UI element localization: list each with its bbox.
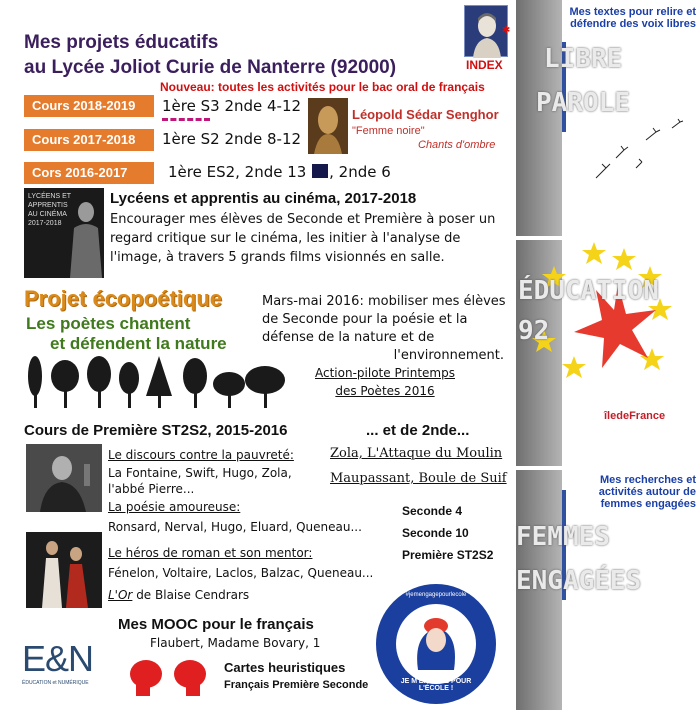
engagement-badge[interactable]: [374, 582, 498, 706]
topic-hero-text: Fénelon, Voltaire, Laclos, Balzac, Queneau...: [108, 566, 374, 580]
eco-subtitle-line2: et défendent la nature: [50, 334, 227, 353]
cartes-title[interactable]: Cartes heuristiques: [224, 660, 346, 675]
senghor-name[interactable]: Léopold Sédar Senghor: [352, 107, 499, 122]
dandelion-seeds-icon: [576, 118, 696, 188]
eco-description-line1: Mars-mai 2016: mobiliser mes élèves: [262, 294, 506, 309]
page-title-line1: Mes projets éducatifs: [24, 32, 219, 53]
libre-line1: LIBRE: [544, 44, 623, 74]
senghor-sculpture-image[interactable]: [308, 98, 348, 154]
cinema-title[interactable]: Lycéens et apprentis au cinéma, 2017-2018: [110, 190, 417, 207]
class-seconde-10[interactable]: Seconde 10: [402, 526, 469, 540]
eco-subtitle-line1: Les poètes chantent: [26, 314, 191, 333]
course-tab-2017[interactable]: Cours 2017-2018: [24, 129, 154, 151]
en-logo-text: E&N: [22, 638, 94, 679]
edu-line2: 92: [518, 316, 550, 346]
femmes-line2: ENGAGÉES: [516, 566, 642, 596]
senghor-book: Chants d'ombre: [418, 139, 496, 151]
libre-line2: PAROLE: [536, 88, 630, 118]
libre-bar-light: [516, 0, 562, 236]
index-link[interactable]: [462, 5, 512, 73]
index-label: INDEX: [466, 58, 503, 72]
eco-title[interactable]: Projet écopoétique: [24, 286, 223, 311]
or-rest: de Blaise Cendrars: [132, 588, 250, 602]
dashed-underline: [162, 118, 210, 121]
course-text-2016-b: , 2nde 6: [329, 163, 391, 181]
topic-hero-title[interactable]: Le héros de roman et son mentor:: [108, 546, 313, 560]
idf-logo: îledeFrance: [604, 410, 666, 422]
page-title: [24, 30, 454, 80]
premiere-heading: Cours de Première ST2S2, 2015-2016: [24, 422, 288, 439]
starry-icon: [312, 164, 328, 178]
femmes-line1: FEMMES: [516, 522, 610, 552]
badge-ring-text: JE M'ENGAGE POUR L'ÉCOLE !: [400, 678, 472, 692]
course-text-2018[interactable]: 1ère S3 2nde 4-12: [162, 97, 302, 115]
cinema-poster-image[interactable]: [24, 188, 104, 278]
course-text-2016[interactable]: [168, 163, 391, 181]
sidebar-femmes-engagees[interactable]: [516, 470, 700, 710]
eco-description-line2: de Seconde pour la poésie et la: [262, 312, 468, 327]
topic-poverty-title[interactable]: Le discours contre la pauvreté:: [108, 448, 294, 462]
index-star-icon: ✱: [502, 25, 511, 36]
news-link[interactable]: Nouveau: toutes les activités pour le bac oral de français: [160, 80, 485, 94]
zola-link[interactable]: Zola, L'Attaque du Moulin: [330, 446, 503, 461]
eco-action-line2: des Poètes 2016: [335, 384, 435, 398]
course-text-2016-a: 1ère ES2, 2nde 13: [168, 163, 307, 181]
topic-love-poetry-text: Ronsard, Nerval, Hugo, Eluard, Queneau...: [108, 520, 362, 534]
sidebar-libre-parole[interactable]: [516, 0, 700, 236]
libre-note: Mes textes pour relire et défendre des voix libres: [569, 6, 696, 30]
eco-description: [262, 293, 508, 365]
edu-line1: ÉDUCATION: [518, 276, 659, 306]
badge-top-text: #jemengagepourlecole: [405, 592, 467, 598]
mooc-title[interactable]: Mes MOOC pour le français: [118, 616, 314, 633]
edu-stars-ring-icon: [530, 240, 690, 410]
course-tab-2016[interactable]: Cors 2016-2017: [24, 162, 154, 184]
topic-love-poetry-title[interactable]: La poésie amoureuse:: [108, 500, 241, 514]
topic-poverty-text: La Fontaine, Swift, Hugo, Zola, l'abbé Pierre...: [108, 466, 292, 496]
eco-description-line3: défense de la nature et de: [262, 330, 435, 345]
eco-action-link[interactable]: [305, 364, 465, 400]
tree-silhouettes-image: [24, 354, 296, 408]
course-text-2017[interactable]: 1ère S2 2nde 8-12: [162, 130, 302, 148]
eco-description-line4: l'environnement.: [393, 348, 504, 363]
eco-subtitle: [26, 314, 227, 354]
class-premiere-st2s2[interactable]: Première ST2S2: [402, 548, 494, 562]
mind-map-heads-icon: [118, 656, 218, 696]
maupassant-link[interactable]: Maupassant, Boule de Suif: [330, 471, 507, 486]
course-tab-2018[interactable]: Cours 2018-2019: [24, 95, 154, 117]
cinema-poster-text: LYCÉENS ET APPRENTIS AU CINÉMA 2017-2018: [28, 193, 71, 227]
cinema-description: Encourager mes élèves de Seconde et Première à poser un regard critique sur le cinéma, les initier à l'analyse de l'image, à travers 5 grands films visionnés en salle.: [110, 212, 496, 265]
abbe-pierre-photo[interactable]: [26, 444, 102, 512]
cartes-subtitle: Français Première Seconde: [224, 679, 369, 691]
page-title-line2: au Lycée Joliot Curie de Nanterre (92000): [24, 57, 397, 78]
eco-action-line1: Action-pilote Printemps: [315, 366, 455, 380]
or-cendrars-link[interactable]: [108, 588, 249, 602]
en-logo-sub: ÉDUCATION et NUMÉRIQUE: [22, 680, 89, 686]
premiere-heading-extra: ... et de 2nde...: [366, 422, 470, 439]
senghor-poem: "Femme noire": [352, 125, 425, 137]
sidebar-education-92[interactable]: [516, 240, 700, 466]
class-seconde-4[interactable]: Seconde 4: [402, 504, 463, 518]
or-title: L'Or: [108, 588, 133, 602]
theatre-photo[interactable]: [26, 532, 102, 608]
en-logo[interactable]: [22, 638, 102, 692]
femmes-note: Mes recherches et activités autour de femmes engagées: [598, 474, 696, 510]
mooc-subtitle[interactable]: Flaubert, Madame Bovary, 1: [150, 636, 321, 650]
